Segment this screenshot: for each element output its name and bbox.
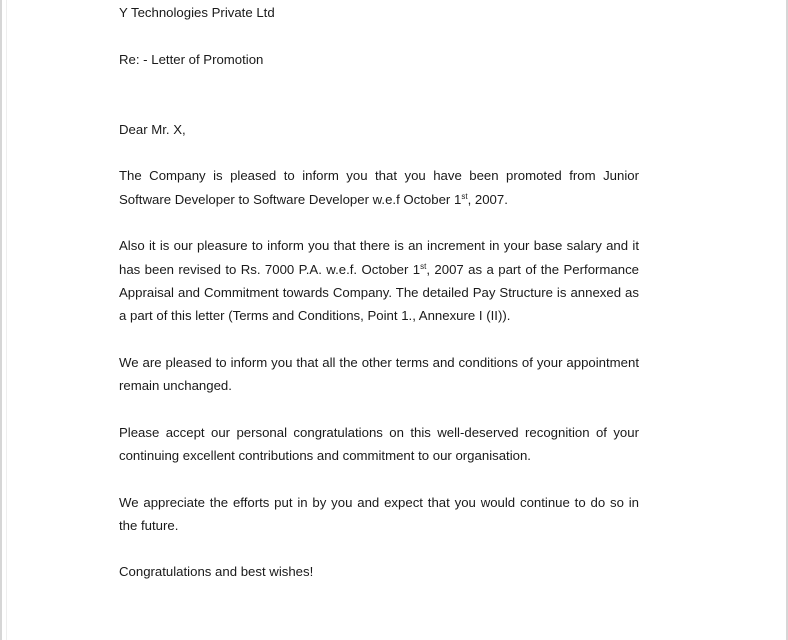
paragraph-text: Also it is our pleasure to inform you that there is an increment in your base salary and it has been revised to Rs. 7000 P.A. w.e.f. October 1 — [119, 238, 639, 277]
paragraph-text: The Company is pleased to inform you that you have been promoted from Junior Software Developer to Software Developer w.e.f October 1 — [119, 168, 639, 207]
ordinal-suffix: st — [461, 191, 468, 201]
spacer — [119, 71, 639, 118]
paragraph-congratulations: Please accept our personal congratulations on this well-deserved recognition of your continuing excellent contributions and commitment to our organisation. — [119, 424, 639, 463]
ordinal-suffix: st — [420, 261, 427, 271]
spacer — [119, 141, 639, 164]
paragraph-promotion — [119, 164, 639, 211]
promotion-letter — [119, 0, 639, 607]
recipient-company: Y Technologies Private Ltd — [119, 5, 275, 21]
salutation: Dear Mr. X, — [119, 121, 186, 137]
paragraph-text: , 2007 as a part of the Performance Appraisal and Commitment towards Company. The detailed Pay Structure is annexed as a part of this letter (Terms and Conditions, Point 1., Annexure I (II)). — [119, 261, 639, 324]
spacer — [119, 25, 639, 48]
paragraph-appreciation: We appreciate the efforts put in by you and expect that you would continue to do so in the future. — [119, 494, 639, 533]
paragraph-salary-increment — [119, 234, 639, 327]
paragraph-terms-unchanged: We are pleased to inform you that all the other terms and conditions of your appointment remain unchanged. — [119, 354, 639, 394]
paragraph-text: , 2007. — [467, 191, 508, 207]
letter-subject: Re: - Letter of Promotion — [119, 51, 264, 67]
closing-wishes: Congratulations and best wishes! — [119, 564, 314, 580]
